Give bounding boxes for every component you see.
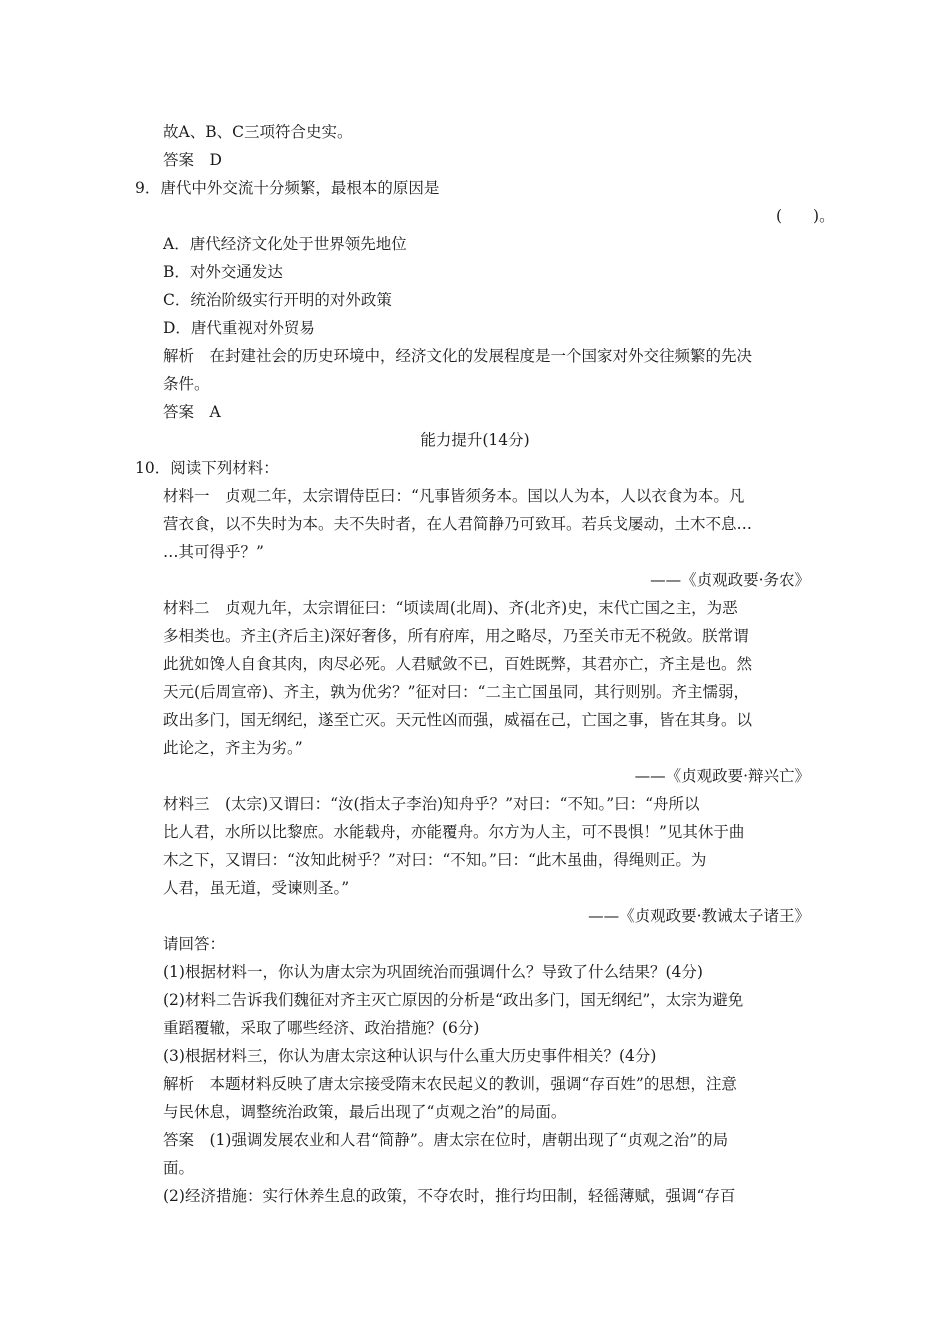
material2-source: ——《贞观政要·辩兴亡》 — [634, 767, 810, 785]
q9-option-c: C．统治阶级实行开明的对外政策 — [163, 291, 392, 309]
q9-option-a: A．唐代经济文化处于世界领先地位 — [163, 235, 407, 253]
q9-analysis: 解析 在封建社会的历史环境中，经济文化的发展程度是一个国家对外交往频繁的先决 — [163, 347, 753, 365]
q9-stem: 9．唐代中外交流十分频繁，最根本的原因是 — [135, 179, 440, 197]
q10-analysis-cont: 与民休息，调整统治政策，最后出现了“贞观之治”的局面。 — [163, 1103, 567, 1121]
q10-answer-cont: 面。 — [163, 1159, 195, 1177]
material3-line: 木之下，又谓曰：“汝知此树乎？”对曰：“不知。”曰：“此木虽曲，得绳则正。为 — [163, 851, 707, 869]
q10-answer: 答案 (1)强调发展农业和人君“简静”。唐太宗在位时，唐朝出现了“贞观之治”的局 — [163, 1131, 729, 1149]
q10-stem: 10．阅读下列材料： — [135, 459, 279, 477]
material1-line: 营衣食，以不失时为本。夫不失时者，在人君简静乃可致耳。若兵戈屡动，土木不息… — [163, 515, 753, 533]
material1-line: 材料一 贞观二年，太宗谓侍臣曰：“凡事皆须务本。国以人为本，人以衣食为本。凡 — [163, 487, 745, 505]
q10-sub3: (3)根据材料三，你认为唐太宗这种认识与什么重大历史事件相关？(4分) — [163, 1047, 657, 1065]
q10-sub2-cont: 重蹈覆辙，采取了哪些经济、政治措施？(6分) — [163, 1019, 480, 1037]
q10-analysis: 解析 本题材料反映了唐太宗接受隋末农民起义的教训，强调“存百姓”的思想，注意 — [163, 1075, 737, 1093]
material1-source: ——《贞观政要·务农》 — [650, 571, 810, 589]
material2-line: 政出多门，国无纲纪，遂至亡灭。天元性凶而强，威福在己，亡国之事，皆在其身。以 — [163, 711, 753, 729]
material2-line: 材料二 贞观九年，太宗谓征曰：“顷读周(北周)、齐(北齐)史，末代亡国之主，为恶 — [163, 599, 738, 617]
section-title: 能力提升(14分) — [420, 431, 530, 449]
material3-line: 人君，虽无道，受谏则圣。” — [163, 879, 350, 897]
q8-analysis-end: 故A、B、C三项符合史实。 — [163, 123, 353, 141]
material3-line: 比人君，水所以比黎庶。水能载舟，亦能覆舟。尔方为人主，可不畏惧！”见其休于曲 — [163, 823, 745, 841]
material2-line: 天元(后周宣帝)、齐主，孰为优劣？”征对曰：“二主亡国虽同，其行则别。齐主懦弱， — [163, 683, 749, 701]
q10-answer-part2: (2)经济措施：实行休养生息的政策，不夺农时，推行均田制，轻徭薄赋，强调“存百 — [163, 1187, 736, 1205]
material2-line: 此犹如馋人自食其肉，肉尽必死。人君赋敛不已，百姓既弊，其君亦亡，齐主是也。然 — [163, 655, 753, 673]
q9-option-d: D．唐代重视对外贸易 — [163, 319, 315, 337]
q9-blank: ( )。 — [776, 207, 835, 225]
q9-answer: 答案 A — [163, 403, 221, 421]
material2-line: 此论之，齐主为劣。” — [163, 739, 303, 757]
material2-line: 多相类也。齐主(齐后主)深好奢侈，所有府库，用之略尽，乃至关市无不税敛。朕常谓 — [163, 627, 749, 645]
material3-source: ——《贞观政要·教诫太子诸王》 — [588, 907, 810, 925]
q10-sub1: (1)根据材料一，你认为唐太宗为巩固统治而强调什么？导致了什么结果？(4分) — [163, 963, 703, 981]
q10-prompt: 请回答： — [163, 935, 226, 953]
material3-line: 材料三 (太宗)又谓曰：“汝(指太子李治)知舟乎？”对曰：“不知。”曰：“舟所以 — [163, 795, 700, 813]
material1-line: …其可得乎？” — [163, 543, 264, 561]
q9-option-b: B．对外交通发达 — [163, 263, 283, 281]
q10-sub2: (2)材料二告诉我们魏征对齐主灭亡原因的分析是“政出多门，国无纲纪”，太宗为避免 — [163, 991, 744, 1009]
q9-analysis-cont: 条件。 — [163, 375, 210, 393]
q8-answer: 答案 D — [163, 151, 222, 169]
